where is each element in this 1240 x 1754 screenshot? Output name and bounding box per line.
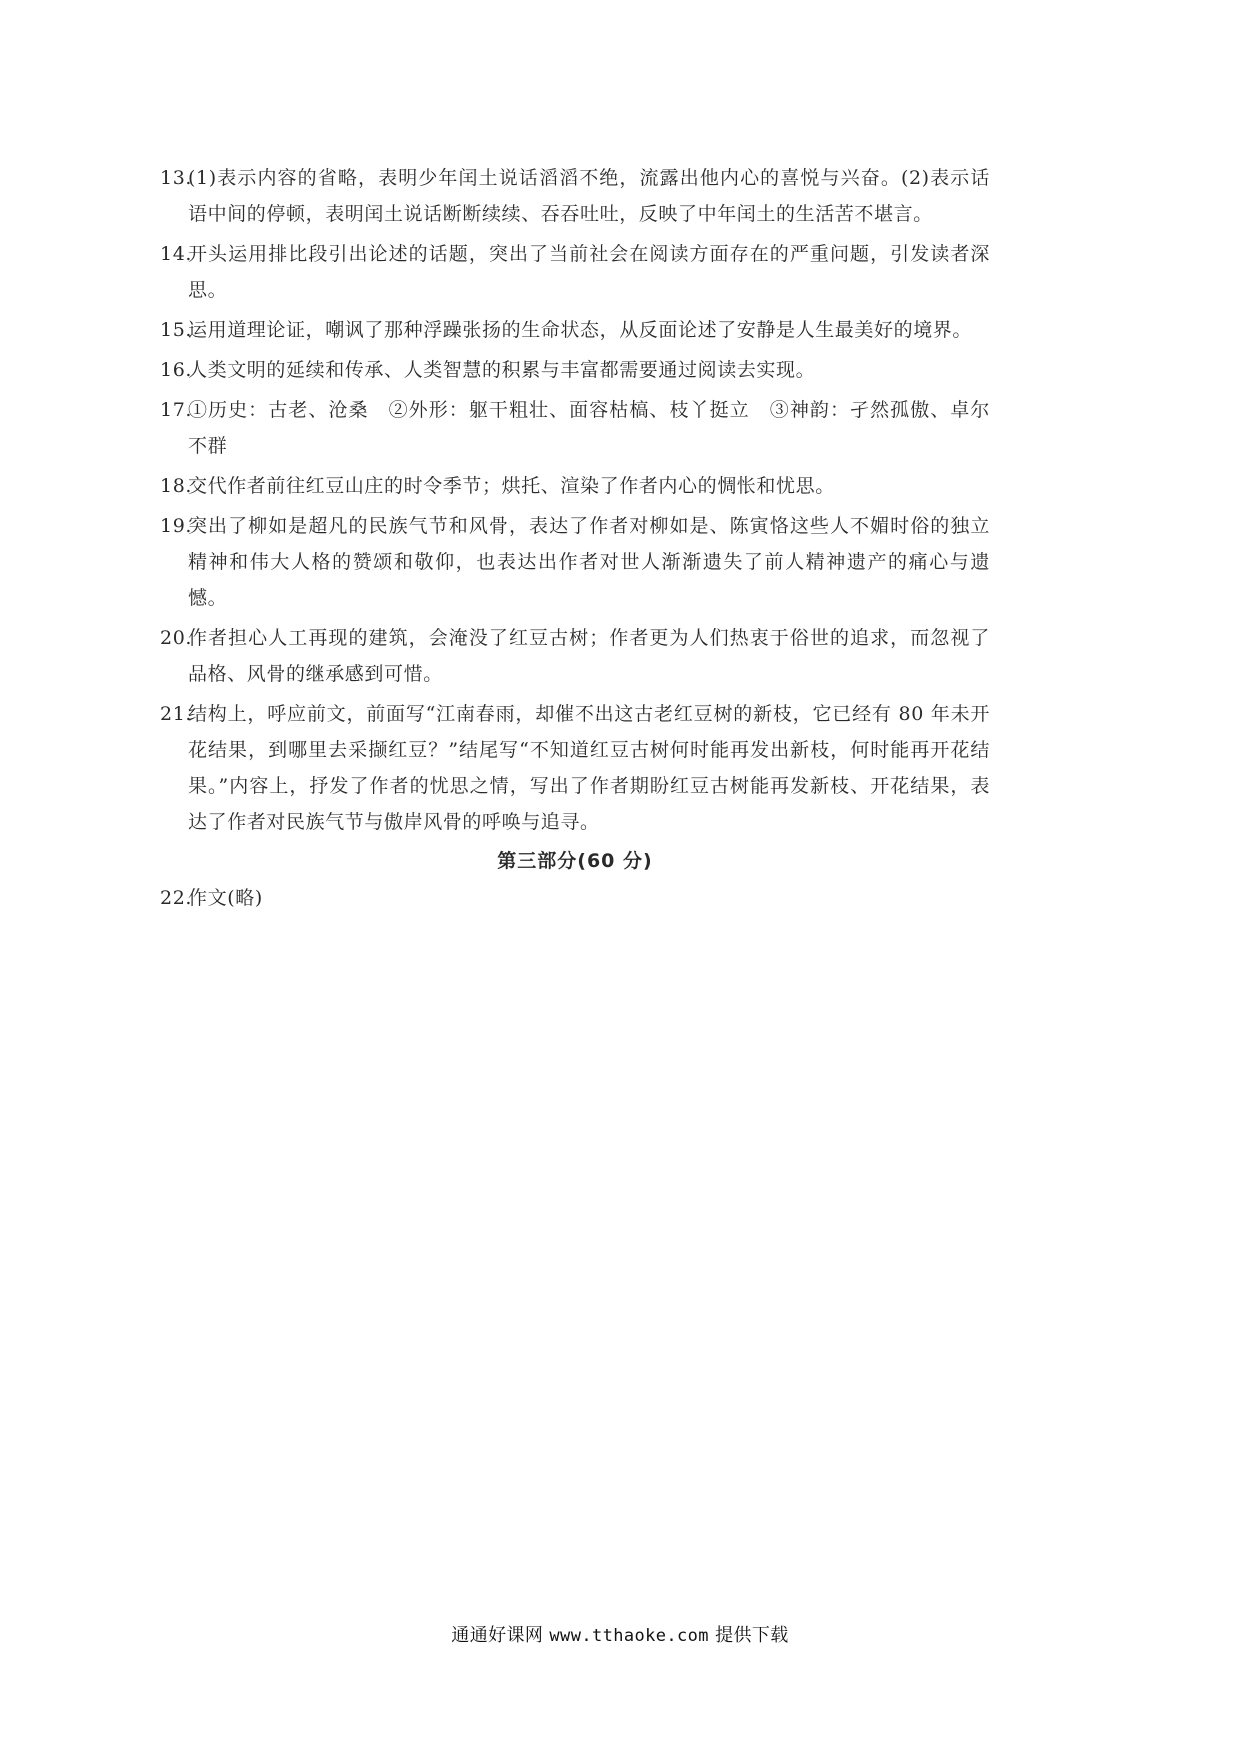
answer-item-14 xyxy=(160,236,990,308)
download-footer xyxy=(0,1624,1240,1648)
answer-number: 17. xyxy=(160,399,193,421)
answer-text: 突出了柳如是超凡的民族气节和风骨，表达了作者对柳如是、陈寅恪这些人不媚时俗的独立精神和伟大人格的赞颂和敬仰，也表达出作者对世人渐渐遗失了前人精神遗产的痛心与遗憾。 xyxy=(188,515,990,609)
section-title: 第三部分(60 分) xyxy=(497,850,653,872)
answer-number: 19. xyxy=(160,515,193,537)
answer-text: 作文(略) xyxy=(188,887,263,909)
answer-number: 22. xyxy=(160,887,193,909)
answer-item-21 xyxy=(160,696,990,840)
answer-number: 13. xyxy=(160,167,193,189)
answer-text: 运用道理论证，嘲讽了那种浮躁张扬的生命状态，从反面论述了安静是人生最美好的境界。 xyxy=(188,319,973,341)
answer-item-20 xyxy=(160,620,990,692)
answer-list xyxy=(160,160,990,920)
answer-text: 交代作者前往红豆山庄的时令季节；烘托、渲染了作者内心的惆怅和忧思。 xyxy=(188,475,835,497)
answer-item-17 xyxy=(160,392,990,464)
answer-number: 18. xyxy=(160,475,193,497)
answer-text: 结构上，呼应前文，前面写“江南春雨，却催不出这古老红豆树的新枝，它已经有 80 年未开花结果，到哪里去采撷红豆？”结尾写“不知道红豆古树何时能再发出新枝，何时能再开花结果。”内容上，抒发了作者的忧思之情，写出了作者期盼红豆古树能再发新枝、开花结果，表达了作者对民族气节与傲岸风骨的呼唤与追寻。 xyxy=(188,703,990,833)
answer-item-18 xyxy=(160,468,990,504)
answer-number: 16. xyxy=(160,359,193,381)
answer-number: 14. xyxy=(160,243,193,265)
answer-item-22 xyxy=(160,880,990,916)
answer-item-13 xyxy=(160,160,990,232)
answer-number: 21. xyxy=(160,703,193,725)
footer-suffix: 提供下载 xyxy=(715,1625,789,1646)
answer-text: 作者担心人工再现的建筑，会淹没了红豆古树；作者更为人们热衷于俗世的追求，而忽视了品格、风骨的继承感到可惜。 xyxy=(188,627,990,685)
footer-url: www.tthaoke.com xyxy=(549,1626,709,1646)
answer-text: (1)表示内容的省略，表明少年闰土说话滔滔不绝，流露出他内心的喜悦与兴奋。(2)表示话语中间的停顿，表明闰土说话断断续续、吞吞吐吐，反映了中年闰土的生活苦不堪言。 xyxy=(188,167,990,225)
answer-text: ①历史：古老、沧桑 ②外形：躯干粗壮、面容枯槁、枝丫挺立 ③神韵：孑然孤傲、卓尔不群 xyxy=(188,399,990,457)
answer-item-19 xyxy=(160,508,990,616)
answer-item-15 xyxy=(160,312,990,348)
answer-text: 人类文明的延续和传承、人类智慧的积累与丰富都需要通过阅读去实现。 xyxy=(188,359,816,381)
answer-number: 15. xyxy=(160,319,193,341)
footer-site-name: 通通好课网 xyxy=(451,1625,544,1646)
answer-item-16 xyxy=(160,352,990,388)
answer-text: 开头运用排比段引出论述的话题，突出了当前社会在阅读方面存在的严重问题，引发读者深思。 xyxy=(188,243,990,301)
answer-number: 20. xyxy=(160,627,193,649)
